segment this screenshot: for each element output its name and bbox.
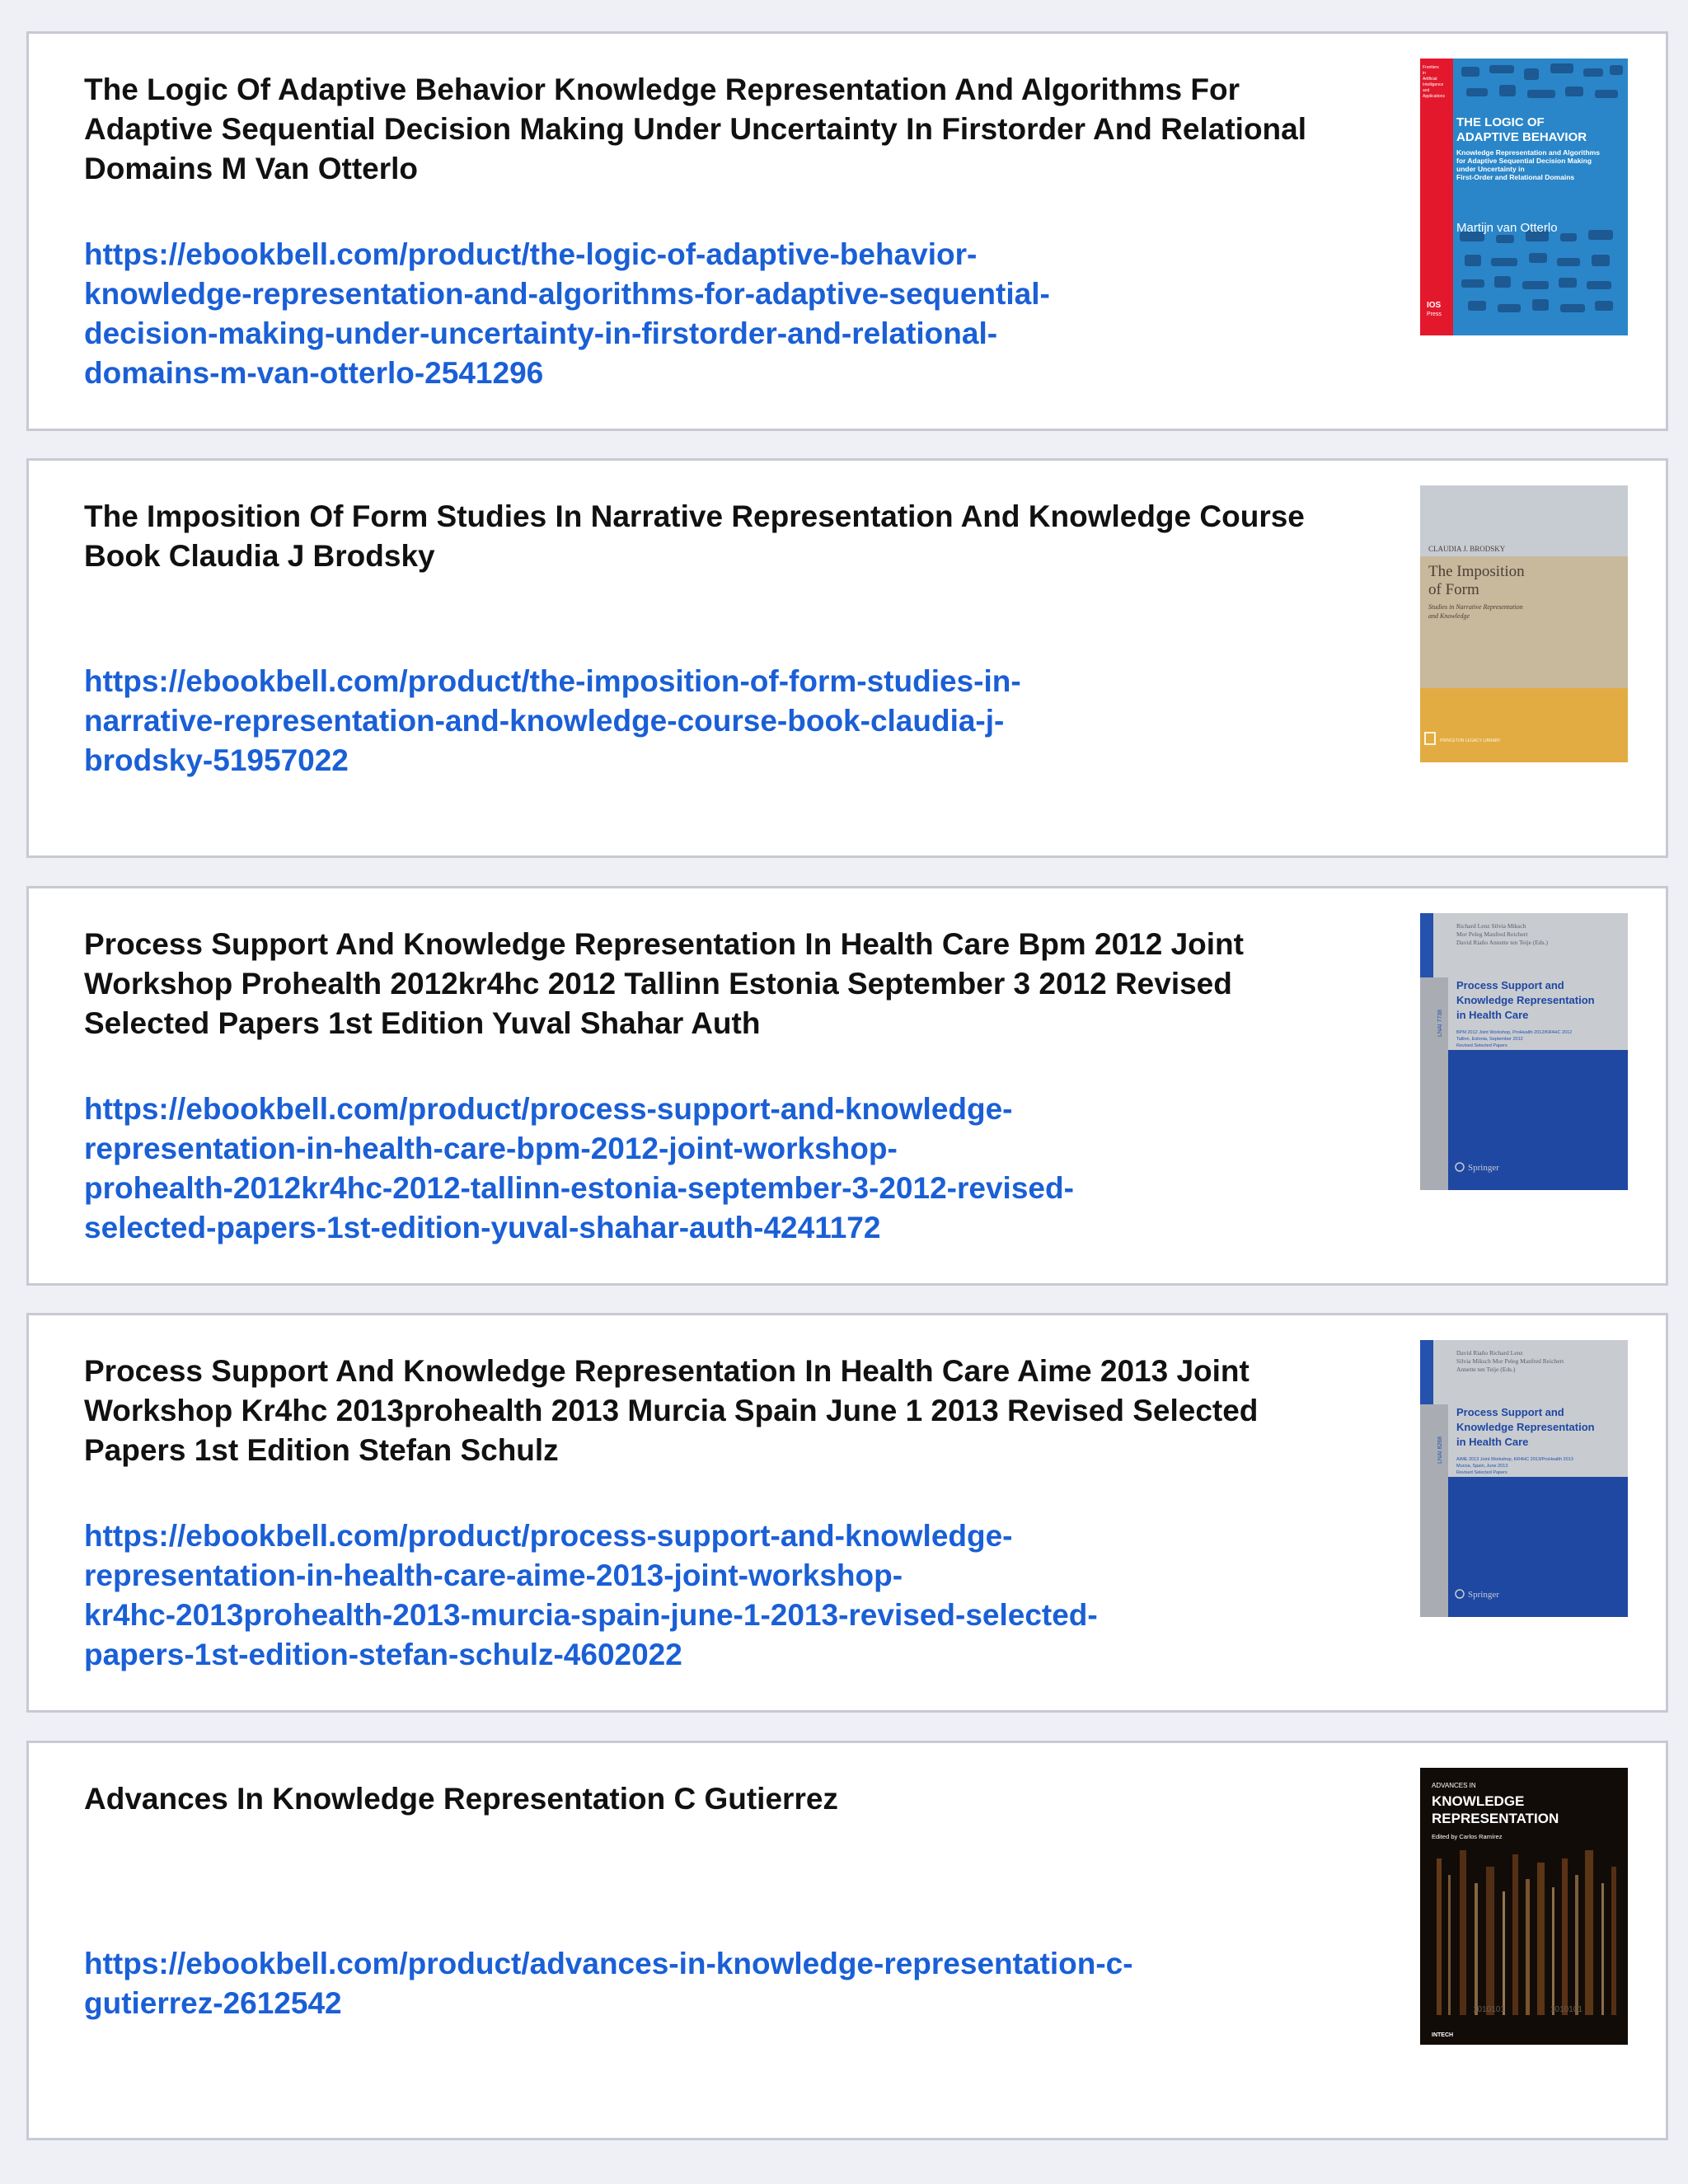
cover-title-line: Process Support and [1456, 979, 1564, 991]
result-card-3 [26, 886, 1668, 1286]
cover-publisher: Springer [1468, 1163, 1499, 1173]
book-link[interactable] [84, 662, 1279, 780]
cover-editor-line: David Riaño Richard Lenz [1456, 1349, 1523, 1357]
book-link-line: selected-papers-1st-edition-yuval-shahar-auth-4241172 [84, 1211, 881, 1244]
cover-editor-line: Annette ten Teije (Eds.) [1456, 1366, 1516, 1373]
cover-publisher: Springer [1468, 1590, 1499, 1600]
cover-series-line: Artificial [1423, 77, 1437, 82]
book-link-line: https://ebookbell.com/product/process-support-and-knowledge- [84, 1519, 1013, 1553]
cover-author: CLAUDIA J. BRODSKY [1428, 545, 1506, 553]
cover-binary: 1010101 [1550, 2005, 1582, 2014]
cover-editor: Edited by Carlos Ramírez [1432, 1833, 1503, 1840]
cover-background [1420, 1768, 1628, 2045]
book-link-line: knowledge-representation-and-algorithms-for-adaptive-sequential- [84, 277, 1050, 311]
book-link[interactable] [84, 1944, 1279, 2023]
cover-spine [1420, 977, 1448, 1190]
book-link-line: brodsky-51957022 [84, 743, 349, 777]
cover-series-line: Applications [1423, 94, 1445, 99]
cover-publisher: PRINCETON LEGACY LIBRARY [1440, 738, 1501, 743]
book-link-line: https://ebookbell.com/product/the-imposition-of-form-studies-in- [84, 664, 1021, 698]
book-link-line: representation-in-health-care-aime-2013-joint-workshop- [84, 1558, 903, 1592]
book-cover[interactable] [1420, 1768, 1628, 2045]
cover-subtitle-line: Murcia, Spain, June 2013 [1456, 1464, 1508, 1469]
cover-kicker: ADVANCES IN [1432, 1782, 1476, 1789]
cover-title-line: in Health Care [1456, 1436, 1529, 1448]
cover-binary: 1010101 [1473, 2005, 1505, 2014]
cover-title-line: REPRESENTATION [1432, 1811, 1559, 1826]
book-cover[interactable] [1420, 913, 1628, 1190]
cover-title-line: The Imposition [1428, 563, 1525, 580]
cover-subtitle-line: AIME 2013 Joint Workshop, KR4HC 2013/ProHealth 2013 [1456, 1457, 1573, 1462]
cover-subtitle-line: Studies in Narrative Representation [1428, 603, 1523, 611]
cover-subtitle-line: under Uncertainty in [1456, 165, 1525, 173]
result-card-5 [26, 1741, 1668, 2140]
book-link-line: kr4hc-2013prohealth-2013-murcia-spain-june-1-2013-revised-selected- [84, 1598, 1098, 1632]
cover-title-line: in Health Care [1456, 1009, 1529, 1021]
cover-title-line: Knowledge Representation [1456, 994, 1595, 1006]
book-link-line: narrative-representation-and-knowledge-course-book-claudia-j- [84, 704, 1005, 738]
result-card-4 [26, 1313, 1668, 1713]
book-title: Process Support And Knowledge Representation In Health Care Bpm 2012 Joint Workshop Prohealth 2012kr4hc 2012 Tallinn Estonia September 3 2012 Revised Selected Papers 1st Edition Yuval Shahar Auth [84, 927, 1244, 1040]
cover-subtitle-line: First-Order and Relational Domains [1456, 173, 1575, 181]
book-link-line: prohealth-2012kr4hc-2012-tallinn-estonia-september-3-2012-revised- [84, 1171, 1074, 1205]
book-cover[interactable] [1420, 1340, 1628, 1617]
book-cover[interactable] [1420, 59, 1628, 335]
cover-publisher-line: Press [1427, 312, 1442, 317]
book-link[interactable] [84, 1090, 1279, 1248]
book-title: Process Support And Knowledge Representation In Health Care Aime 2013 Joint Workshop Kr4hc 2013prohealth 2013 Murcia Spain June 1 2013 Revised Selected Papers 1st Edition Stefan Schulz [84, 1354, 1259, 1467]
book-title: The Imposition Of Form Studies In Narrative Representation And Knowledge Course Book Claudia J Brodsky [84, 499, 1305, 573]
cover-series: LNAI 8268 [1437, 1436, 1443, 1464]
book-link[interactable] [84, 235, 1279, 393]
cover-subtitle-line: Tallinn, Estonia, September 2012 [1456, 1037, 1523, 1042]
cover-editor-line: Mor Peleg Manfred Reichert [1456, 930, 1528, 938]
result-card-2 [26, 458, 1668, 858]
cover-spine-accent [1420, 913, 1433, 977]
cover-spine [1420, 1404, 1448, 1617]
cover-subtitle-line: for Adaptive Sequential Decision Making [1456, 157, 1592, 165]
cover-publisher: INTECH [1432, 2032, 1454, 2038]
cover-title-line: KNOWLEDGE [1432, 1793, 1525, 1809]
book-link-line: gutierrez-2612542 [84, 1986, 342, 2020]
book-link-line: representation-in-health-care-bpm-2012-joint-workshop- [84, 1132, 898, 1165]
cover-series: LNAI 7738 [1437, 1009, 1443, 1037]
cover-spine-accent [1420, 1340, 1433, 1404]
cover-subtitle-line: Revised Selected Papers [1456, 1043, 1507, 1048]
cover-series-line: Frontiers [1423, 65, 1439, 70]
cover-author: Martijn van Otterlo [1456, 221, 1558, 235]
book-title: The Logic Of Adaptive Behavior Knowledge Representation And Algorithms For Adaptive Sequential Decision Making Under Uncertainty In Firstorder And Relational Domains M Van Otterlo [84, 73, 1306, 185]
cover-subtitle-line: Knowledge Representation and Algorithms [1456, 148, 1600, 157]
book-link-line: https://ebookbell.com/product/advances-in-knowledge-representation-c- [84, 1947, 1133, 1980]
cover-subtitle-line: and Knowledge [1428, 612, 1470, 620]
cover-series-line: in [1423, 71, 1426, 76]
cover-spine [1420, 59, 1453, 335]
book-cover[interactable] [1420, 485, 1628, 762]
book-link[interactable] [84, 1516, 1279, 1675]
book-link-line: domains-m-van-otterlo-2541296 [84, 356, 544, 390]
cover-publisher-line: IOS [1427, 301, 1442, 310]
book-link-line: decision-making-under-uncertainty-in-firstorder-and-relational- [84, 316, 998, 350]
cover-title-line: ADAPTIVE BEHAVIOR [1456, 130, 1587, 144]
cover-title-line: of Form [1428, 581, 1479, 598]
cover-series-line: Intelligence [1423, 82, 1444, 87]
result-card-1 [26, 31, 1668, 431]
book-title: Advances In Knowledge Representation C Gutierrez [84, 1782, 838, 1816]
cover-title-line: Process Support and [1456, 1406, 1564, 1418]
cover-title-line: THE LOGIC OF [1456, 115, 1545, 129]
cover-title-line: Knowledge Representation [1456, 1421, 1595, 1433]
cover-subtitle-line: Revised Selected Papers [1456, 1470, 1507, 1475]
cover-editor-line: Richard Lenz Silvia Miksch [1456, 922, 1526, 930]
cover-bottom-band [1420, 688, 1628, 762]
cover-series-line: and [1423, 88, 1430, 93]
cover-editor-line: David Riaño Annette ten Teije (Eds.) [1456, 939, 1548, 946]
book-link-line: https://ebookbell.com/product/process-support-and-knowledge- [84, 1092, 1013, 1126]
cover-editor-line: Silvia Miksch Mor Peleg Manfred Reichert [1456, 1357, 1564, 1365]
book-link-line: https://ebookbell.com/product/the-logic-of-adaptive-behavior- [84, 237, 978, 271]
cover-subtitle-line: BPM 2012 Joint Workshop, ProHealth 2012/KR4HC 2012 [1456, 1030, 1573, 1035]
book-link-line: papers-1st-edition-stefan-schulz-4602022 [84, 1638, 682, 1671]
